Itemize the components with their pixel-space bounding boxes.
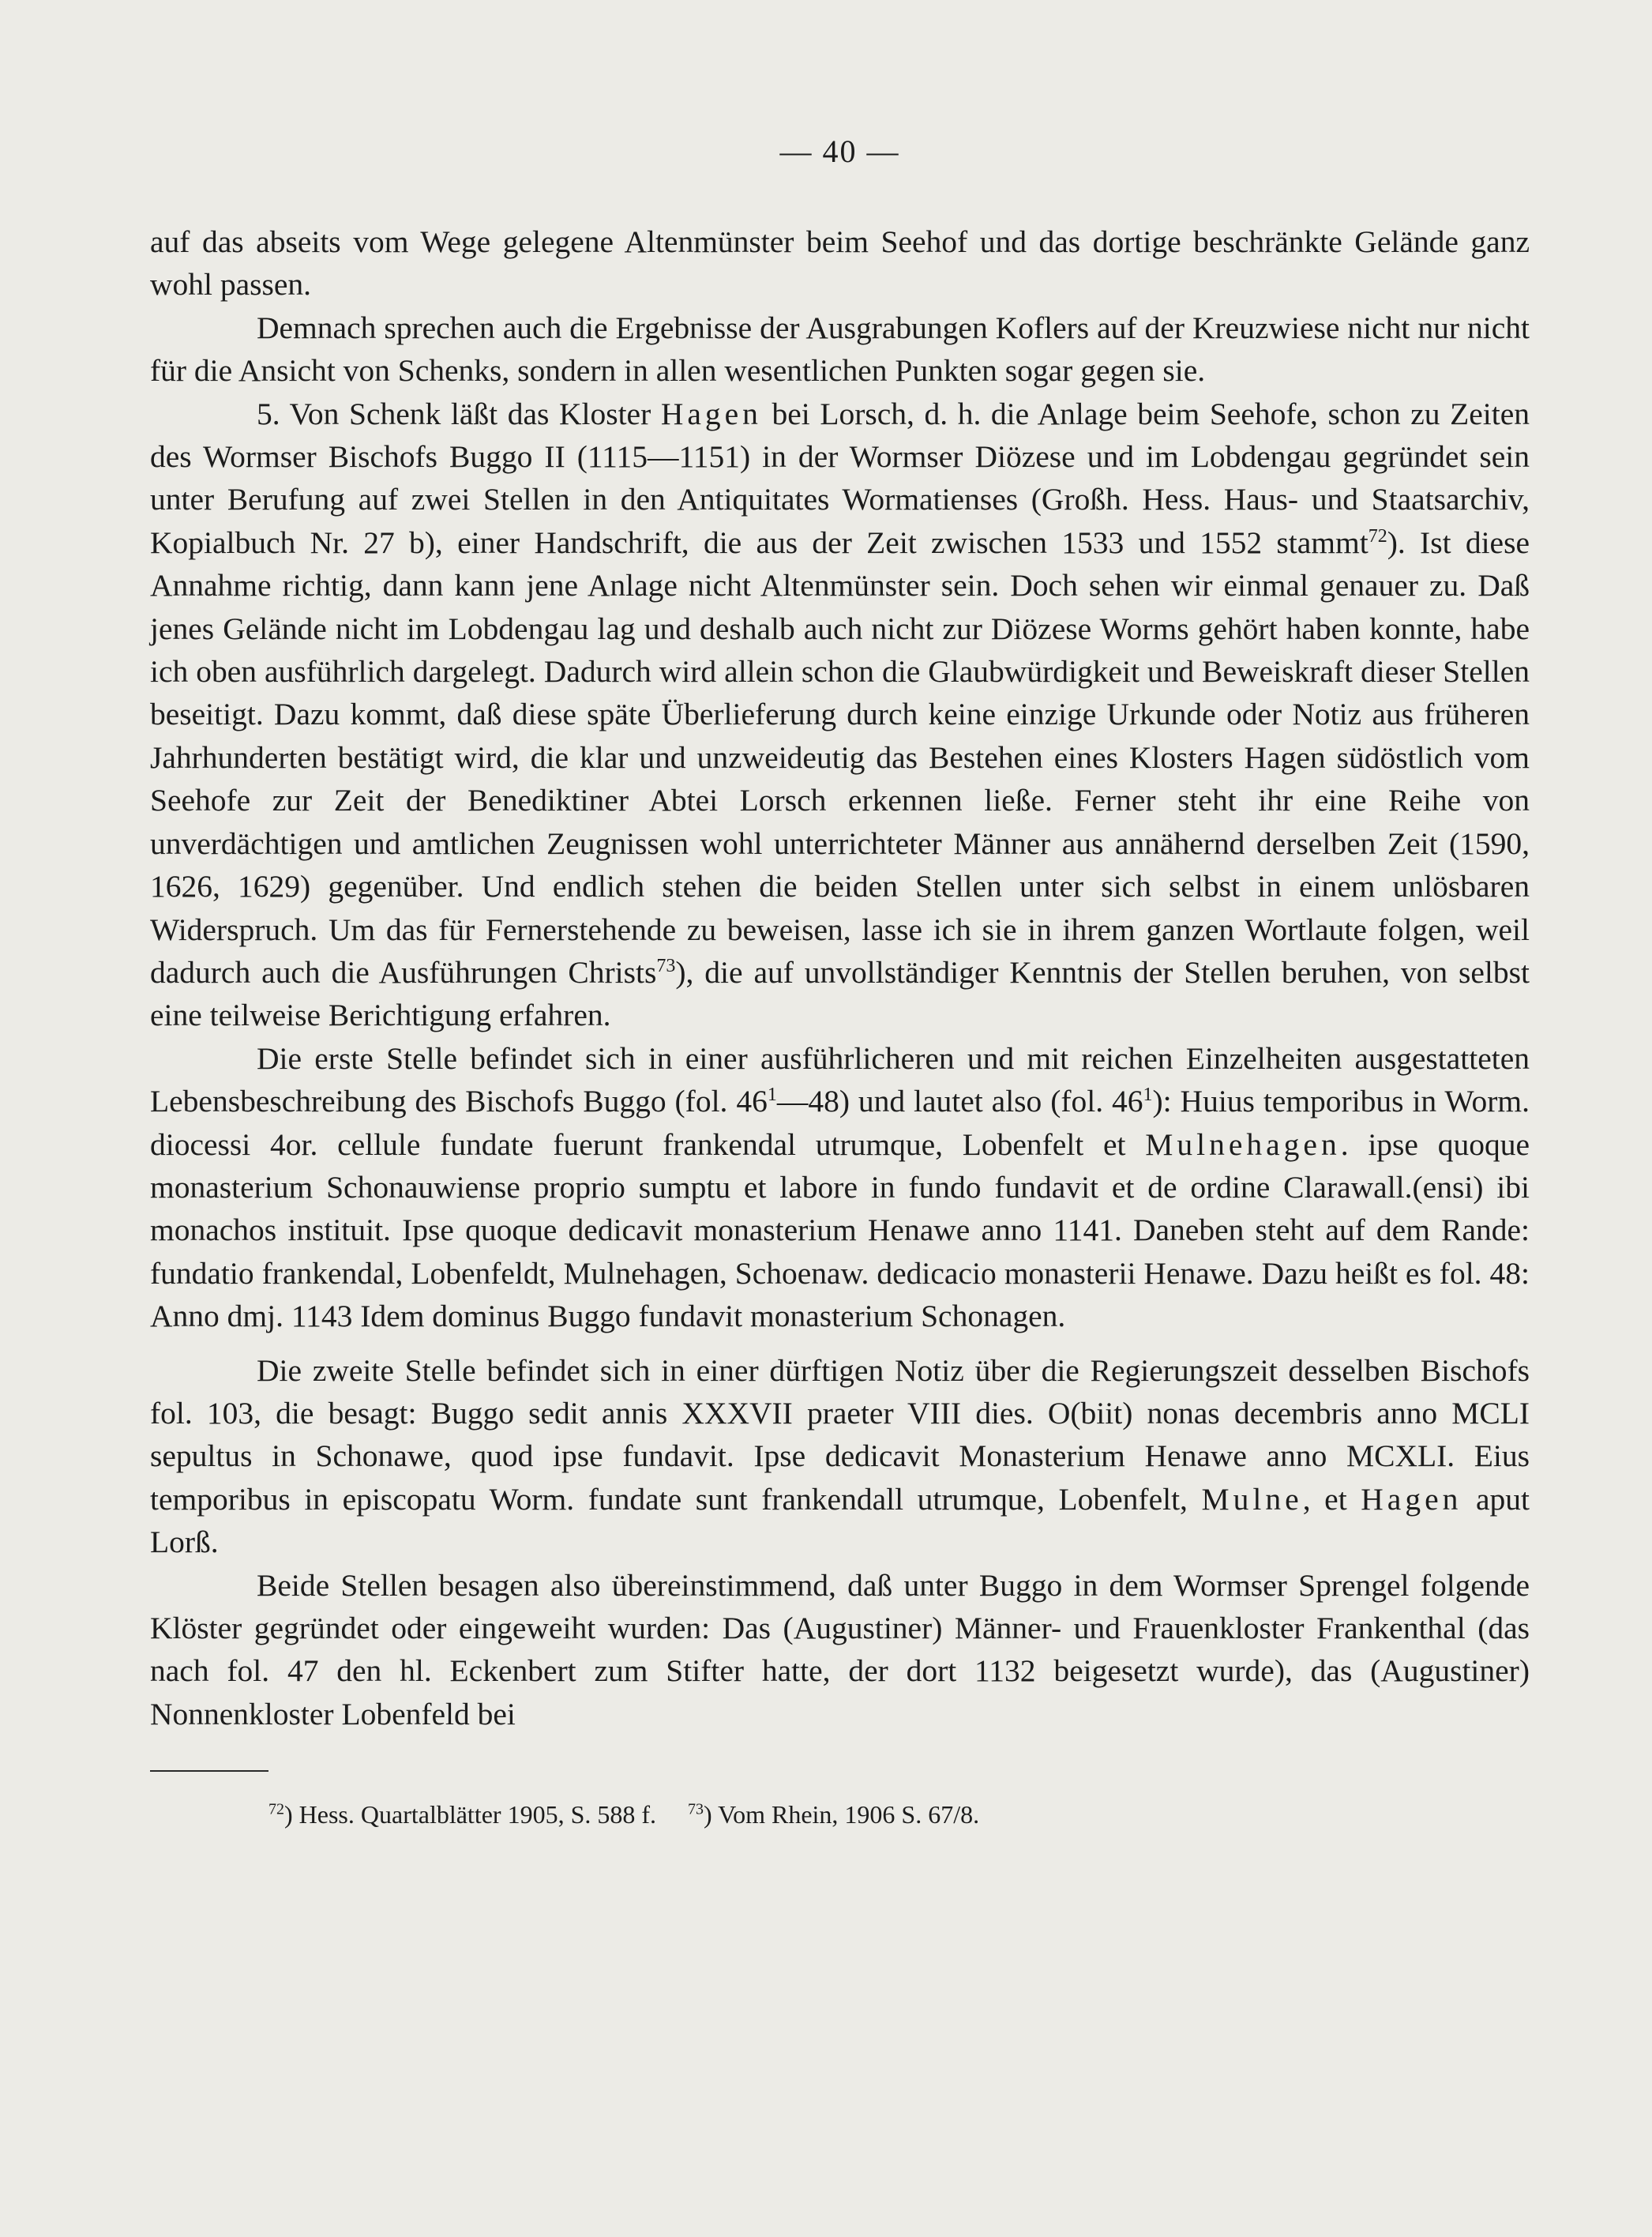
footnote-text: ) Vom Rhein, 1906 S. 67/8. bbox=[704, 1800, 980, 1829]
para5-end: ), die auf unvollständiger Kenntnis der Stellen beruhen, von selbst eine teilweise Berichtigung erfahren. bbox=[150, 954, 1530, 1033]
footnote-ref-73: 73 bbox=[656, 955, 676, 976]
footnote-divider bbox=[150, 1770, 268, 1772]
body-text bbox=[150, 220, 1530, 1735]
paragraph-last: Beide Stellen besagen also übereinstimmend, daß unter Buggo in dem Wormser Sprengel folgende Klöster gegründet oder eingeweiht wurden: Das (Augustiner) Männer- und Frauenkloster Frankenthal (das nach fol. 47 den hl. Eckenbert zum Stifter hatte, der dort 1132 beigesetzt wurde), das (Augustiner) Nonnenkloster Lobenfeld bei bbox=[150, 1567, 1530, 1731]
footnote-text: ) Hess. Quartalblätter 1905, S. 588 f. bbox=[284, 1800, 657, 1829]
first-c: ): Huius temporibus in Worm. diocessi 4or. cellule fundate fuerunt frankendal utrumque, Lobenfelt et bbox=[150, 1084, 1530, 1162]
footnote-mark: 73 bbox=[688, 1800, 704, 1818]
second-hagen: Hagen bbox=[1361, 1481, 1462, 1517]
para5-hagen: Hagen bbox=[660, 396, 762, 431]
paragraph-first-passage bbox=[150, 1037, 1530, 1338]
footnote-72 bbox=[268, 1799, 656, 1830]
footnote-mark: 72 bbox=[268, 1800, 284, 1818]
para5-middle: bei Lorsch, d. h. die Anlage beim Seehofe, schon zu Zeiten des Wormser Bischofs Buggo II (1115—1151) in der Wormser Diözese und im Lobdengau gegründet sein unter Berufung auf zwei Stellen in den Antiquitates Wormatienses (Großh. Hess. Haus- und Staatsarchiv, Kopialbuch Nr. 27 b), einer Handschrift, die aus der Zeit zwischen 1533 und 1552 stammt bbox=[150, 396, 1530, 560]
paragraph-5 bbox=[150, 393, 1530, 1037]
first-sup-2: 1 bbox=[1143, 1084, 1153, 1105]
footnote-73 bbox=[688, 1799, 979, 1830]
second-a: Die zweite Stelle befindet sich in einer dürftigen Notiz über die Regierungszeit desselben Bischofs fol. 103, die besagt: Buggo sedit annis XXXVII praeter VIII dies. O(biit) nonas decembris anno MCLI sepultus in Schonawe, quod ipse fundavit. Ipse dedicavit Monasterium Henawe anno MCXLI. Eius temporibus in episcopatu Worm. fundate sunt frankendall utrumque, Lobenfelt, bbox=[150, 1352, 1530, 1517]
first-mulnehagen: Mulnehagen bbox=[1145, 1126, 1341, 1162]
para5-start: 5. Von Schenk läßt das Kloster bbox=[257, 396, 661, 431]
page-number: — 40 — bbox=[779, 133, 900, 169]
paragraph-second-passage bbox=[150, 1349, 1530, 1564]
first-sup-1: 1 bbox=[767, 1084, 777, 1105]
first-a: Die erste Stelle befindet sich in einer ausführlicheren und mit reichen Einzelheiten ausgestatteten Lebensbeschreibung des Bischofs Buggo (fol. 46 bbox=[150, 1040, 1530, 1119]
second-mulne: Mulne bbox=[1201, 1481, 1303, 1517]
second-b: , et bbox=[1302, 1481, 1361, 1517]
first-b: —48) und lautet also (fol. 46 bbox=[776, 1084, 1143, 1119]
paragraph-1: auf das abseits vom Wege gelegene Altenmünster beim Seehof und das dortige beschränkte Gelände ganz wohl passen. bbox=[150, 224, 1530, 303]
first-d: . ipse quoque monasterium Schonauwiense proprio sumptu et labore in fundo fundavit et de ordine Clarawall.(ensi) ibi monachos instituit. Ipse quoque dedicavit monasterium Henawe anno 1141. Daneben steht auf dem Rande: fundatio frankendal, Lobenfeldt, Mulnehagen, Schoenaw. dedicacio monasterii Henawe. Dazu heißt es fol. 48: Anno dmj. 1143 Idem dominus Buggo fundavit monasterium Schonagen. bbox=[150, 1126, 1530, 1334]
footnotes bbox=[150, 1799, 1530, 1830]
paragraph-2: Demnach sprechen auch die Ergebnisse der Ausgrabungen Koflers auf der Kreuzwiese nicht nur nicht für die Ansicht von Schenks, sondern in allen wesentlichen Punkten sogar gegen sie. bbox=[150, 310, 1530, 389]
para5-mid2: ). Ist diese Annahme richtig, dann kann jene Anlage nicht Altenmünster sein. Doch sehen wir einmal genauer zu. Daß jenes Gelände nicht im Lobdengau lag und deshalb auch nicht zur Diözese Worms gehört haben konnte, habe ich oben ausführlich dargelegt. Dadurch wird allein schon die Glaubwürdigkeit und Beweiskraft dieser Stellen beseitigt. Dazu kommt, daß diese späte Überlieferung durch keine einzige Urkunde oder Notiz aus früheren Jahrhunderten bestätigt wird, die klar und unzweideutig das Bestehen eines Klosters Hagen südöstlich vom Seehofe zur Zeit der Benediktiner Abtei Lorsch erkennen ließe. Ferner steht ihr eine Reihe von unverdächtigen und amtlichen Zeugnissen wohl unterrichteter Männer aus annähernd derselben Zeit (1590, 1626, 1629) gegenüber. Und endlich stehen die beiden Stellen unter sich selbst in einem unlösbaren Widerspruch. Um das für Fernerstehende zu beweisen, lasse ich sie in ihrem ganzen Wortlaute folgen, weil dadurch auch die Ausführungen Christs bbox=[150, 524, 1530, 990]
footnote-ref-72: 72 bbox=[1368, 525, 1387, 547]
second-c: aput Lorß. bbox=[150, 1481, 1530, 1560]
